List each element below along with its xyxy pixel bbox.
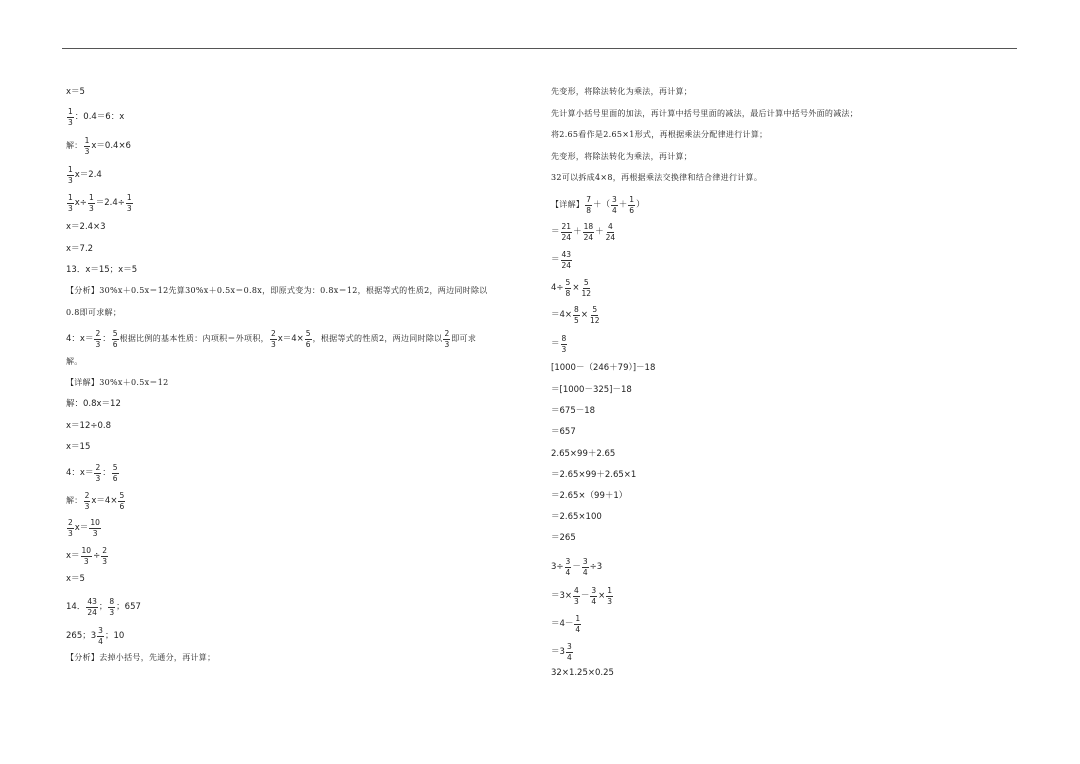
equation-line: 【详解】 7 8 ＋（ 3 4 ＋ 1 6 ） (551, 195, 645, 215)
equation-line: 1 3 ：0.4＝6：x (68, 107, 125, 127)
equation-line: ＝4－ 1 4 (551, 614, 581, 634)
text-line: ＝2.65×（99＋1） (551, 491, 628, 501)
text-line: 将2.65看作是2.65×1形式，再根据乘法分配律进行计算； (551, 130, 768, 139)
text-line: ＝265 (551, 533, 576, 543)
text-line: 【详解】30%x＋0.5x＝12 (66, 378, 169, 387)
equation-line: x＝ $\frac{10}{3}$ ÷ $\frac{2}{3}$ (66, 546, 107, 566)
text-line: 先变形，将除法转化为乘法，再计算； (551, 152, 693, 161)
text-line: 32×1.25×0.25 (551, 668, 614, 678)
equation-line: ＝3× $\frac{4}{3}$ － $\frac{3}{4}$ × $\frac{1}{3}$ (551, 586, 613, 606)
fraction: 10 3 (90, 518, 100, 538)
text-line: x＝5 (66, 574, 85, 584)
fraction: $\frac{5}{6}$ (119, 491, 125, 511)
fraction: $\frac{5}{12}$ (581, 278, 591, 298)
equation-line: ＝ 8 3 (551, 334, 567, 354)
fraction: 2 3 (68, 518, 73, 538)
mixed-number: 3 3 4 (90, 626, 103, 646)
equation-line: 2 3 x＝ 10 3 (68, 518, 100, 538)
fraction: 3 4 (612, 195, 617, 215)
equation-line: ＝4× $\frac{8}{5}$ × $\frac{5}{12}$ (551, 305, 600, 325)
fraction: 4 24 (605, 222, 616, 242)
fraction: 1 6 (629, 195, 635, 215)
fraction: $\frac{8}{5}$ (574, 305, 579, 325)
equation-line: 4÷ $\frac{5}{8}$ × $\frac{5}{12}$ (551, 278, 591, 298)
text-line: 0.8即可求解； (66, 308, 122, 317)
text-line: x＝5 (66, 87, 85, 97)
fraction: 8 3 (561, 334, 567, 354)
fraction: $\frac{2}{3}$ (102, 546, 107, 566)
fraction: 1 3 (84, 136, 90, 156)
text-line: ＝657 (551, 427, 576, 437)
fraction: 1 3 (68, 165, 73, 185)
text-line: x＝7.2 (66, 244, 94, 254)
equation-line: 1 3 x÷ $\frac{1}{3}$ ＝2.4÷ $\frac{1}{3}$ (68, 193, 132, 213)
equation-line: 14． 43 24 ； 8 3 ；657 (66, 597, 141, 617)
equation-line: 1 3 x＝2.4 (68, 165, 102, 185)
text-line: 解。 (66, 357, 83, 366)
text-line: 2.65×99＋2.65 (551, 449, 616, 459)
text-line: 4：x＝ 2 3 ： 5 6 根据比例的基本性质：内项积＝外项积， 2 3 x＝4× $\frac{5}{6}$ ，根据等式的性质2，两边同时除以 2 3 即可求 (66, 329, 477, 349)
fraction: $\frac{4}{3}$ (574, 586, 579, 606)
text-line: 先变形，将除法转化为乘法，再计算； (551, 87, 693, 96)
fraction: 18 24 (583, 222, 594, 242)
fraction: $\frac{5}{8}$ (565, 278, 571, 298)
equation-line: ＝ 3 3 4 (551, 642, 572, 662)
fraction: 43 24 (87, 597, 97, 617)
fraction: 2 3 (84, 491, 90, 511)
fraction: 5 6 (112, 329, 118, 349)
mixed-number: 3 3 4 (559, 642, 572, 662)
fraction: $\frac{10}{3}$ (81, 546, 92, 566)
fraction: $\frac{1}{3}$ (607, 586, 613, 606)
equation-line: 解： 1 3 x＝0.4×6 (66, 136, 131, 156)
fraction: 1 3 (68, 107, 73, 127)
text-line: x＝15 (66, 442, 91, 452)
fraction: 1 3 (68, 193, 73, 213)
equation-line: 解： 2 3 x＝4× $\frac{5}{6}$ (66, 491, 125, 511)
fraction: 7 8 (586, 195, 591, 215)
fraction: $\frac{5}{12}$ (589, 305, 600, 325)
text-line: ＝[1000－325]－18 (551, 385, 632, 395)
fraction: $\frac{5}{6}$ (305, 329, 311, 349)
fraction: 5 6 (112, 463, 118, 483)
equation-line: ＝ 21 24 ＋ 18 24 ＋ 4 24 (551, 222, 616, 242)
text-line: 13．x＝15；x＝5 (66, 265, 138, 275)
fraction: 3 4 (566, 642, 572, 662)
fraction: $\frac{3}{4}$ (582, 557, 588, 577)
fraction: 2 3 (95, 329, 101, 349)
fraction: 21 24 (561, 222, 572, 242)
text-line: ＝2.65×100 (551, 512, 602, 522)
fraction: 2 3 (270, 329, 276, 349)
header-rule (62, 48, 1017, 49)
text-line: [1000－（246＋79）]－18 (551, 363, 656, 373)
fraction: $\frac{1}{3}$ (126, 193, 132, 213)
text-line: 【分析】30%x＋0.5x＝12先算30%x＋0.5x＝0.8x，即原式变为：0.8x＝12，根据等式的性质2，两边同时除以 (66, 286, 488, 295)
fraction: $\frac{3}{4}$ (565, 557, 571, 577)
text-line: x＝2.4×3 (66, 222, 106, 232)
text-line: x＝12÷0.8 (66, 421, 111, 431)
text-line: 先计算小括号里面的加法，再计算中括号里面的减法，最后计算中括号外面的减法； (551, 109, 859, 118)
equation-line: ＝ 43 24 (551, 250, 572, 270)
equation-line: 265； 3 3 4 ；10 (66, 626, 125, 646)
text-line: ＝2.65×99＋2.65×1 (551, 470, 637, 480)
fraction: $\frac{1}{3}$ (88, 193, 94, 213)
fraction: 2 3 (95, 463, 101, 483)
equation-line: 3÷ $\frac{3}{4}$ － $\frac{3}{4}$ ÷3 (551, 557, 603, 577)
text-line: 32可以拆成4×8，再根据乘法交换律和结合律进行计算。 (551, 173, 763, 182)
fraction: 43 24 (561, 250, 572, 270)
fraction: $\frac{3}{4}$ (591, 586, 597, 606)
fraction: 8 3 (109, 597, 115, 617)
text-line: 【分析】去掉小括号，先通分，再计算； (66, 653, 216, 662)
equation-line: 4：x＝ 2 3 ： 5 6 (66, 463, 118, 483)
fraction: 1 4 (575, 614, 581, 634)
text-line: 解：0.8x＝12 (66, 399, 121, 409)
text-line: ＝675－18 (551, 406, 596, 416)
fraction: 3 4 (98, 626, 103, 646)
fraction: 2 3 (444, 329, 450, 349)
